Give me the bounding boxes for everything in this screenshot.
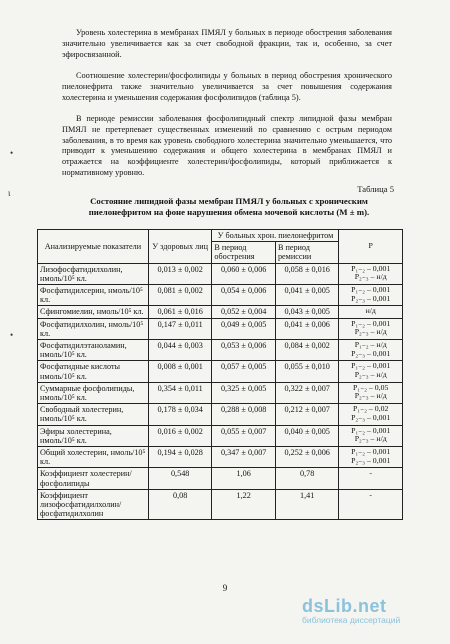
table-row (38, 425, 403, 446)
paragraph-2: Соотношение холестерин/фосфолипиды у больных в период обострения хронического пиелонефрита также значительно увеличивается за счет повышения содержания холестерина и уменьшения содержания фосфолипидов (таблица 5). (62, 71, 392, 102)
row-p-values (339, 340, 403, 361)
p-value-2-3: Р₂₋₃ – н/д (354, 327, 387, 337)
table-row (38, 361, 403, 382)
p-value-1-2: Р₁₋₂ – н/д (354, 340, 387, 350)
row-p-values (339, 447, 403, 468)
margin-mark: • (10, 330, 14, 340)
p-value-1-2: - (369, 489, 373, 499)
lipid-table (37, 229, 403, 520)
row-indicator: Коэффициент холестерин/фосфолипиды (38, 468, 149, 489)
row-healthy: 0,08 (148, 489, 212, 520)
table-row (38, 340, 403, 361)
p-value-2-3: Р₂₋₃ – н/д (354, 370, 387, 380)
p-value-1-2: - (369, 468, 373, 478)
p-value-2-3: Р₂₋₃ – 0,001 (351, 348, 391, 358)
row-healthy: 0,081 ± 0,002 (148, 285, 212, 306)
row-indicator: Эфиры холестерина, нмоль/10⁵ кл. (38, 425, 149, 446)
watermark-logo: dsLib.net (302, 596, 387, 616)
row-indicator: Фосфатидилэтаноламин, нмоль/10⁵ кл. (38, 340, 149, 361)
row-p-values (339, 404, 403, 425)
row-p-values (339, 285, 403, 306)
row-indicator: Сфингомиелин, нмоль/10⁵ кл. (38, 306, 149, 318)
row-healthy: 0,013 ± 0,002 (148, 263, 212, 284)
p-value-1-2: Р₁₋₂ – 0,001 (351, 285, 391, 295)
row-remission: 0,322 ± 0,007 (275, 382, 339, 403)
row-remission: 0,041 ± 0,006 (275, 318, 339, 339)
row-p-values (339, 382, 403, 403)
row-p-values (339, 489, 403, 520)
margin-mark: • (10, 148, 14, 158)
table-row (38, 263, 403, 284)
row-indicator: Общий холестерин, нмоль/10⁵ кл. (38, 447, 149, 468)
watermark-subtitle: библиотека диссертаций (302, 615, 401, 625)
row-p-values (339, 306, 403, 318)
row-exacerbation: 0,049 ± 0,005 (212, 318, 276, 339)
table-row (38, 285, 403, 306)
row-remission: 0,043 ± 0,005 (275, 306, 339, 318)
row-remission: 0,058 ± 0,016 (275, 263, 339, 284)
p-value-1-2: Р₁₋₂ – 0,001 (351, 318, 391, 328)
row-healthy: 0,548 (148, 468, 212, 489)
row-indicator: Фосфатидные кислоты нмоль/10⁵ кл. (38, 361, 149, 382)
row-healthy: 0,354 ± 0,011 (148, 382, 212, 403)
p-value-2-3: Р₂₋₃ – н/д (354, 391, 387, 401)
row-exacerbation: 1,22 (212, 489, 276, 520)
p-value-1-2: Р₁₋₂ – 0,05 (353, 382, 389, 392)
p-value-1-2: Р₁₋₂ – 0,001 (351, 425, 391, 435)
table-row (38, 382, 403, 403)
row-exacerbation: 0,053 ± 0,006 (212, 340, 276, 361)
row-healthy: 0,061 ± 0,016 (148, 306, 212, 318)
row-exacerbation: 0,055 ± 0,007 (212, 425, 276, 446)
p-value-2-3: н/д (365, 306, 376, 316)
table-row (38, 468, 403, 489)
table-row (38, 306, 403, 318)
row-remission: 0,041 ± 0,005 (275, 285, 339, 306)
row-indicator: Лизофосфатидилхолин, нмоль/10⁵ кл. (38, 263, 149, 284)
row-healthy: 0,147 ± 0,011 (148, 318, 212, 339)
row-exacerbation: 0,347 ± 0,007 (212, 447, 276, 468)
header-exacerbation: В период обострения (212, 242, 276, 263)
p-value-2-3: Р₂₋₃ – н/д (354, 272, 387, 282)
row-p-values (339, 425, 403, 446)
row-remission: 0,252 ± 0,006 (275, 447, 339, 468)
watermark (302, 596, 400, 625)
p-value-2-3: Р₂₋₃ – н/д (354, 434, 387, 444)
table-caption: Таблица 5 (357, 184, 394, 194)
header-indicator: Анализируемые показатели (38, 230, 149, 264)
row-remission: 0,78 (275, 468, 339, 489)
row-healthy: 0,178 ± 0,034 (148, 404, 212, 425)
p-value-1-2: Р₁₋₂ – 0,001 (351, 361, 391, 371)
row-remission: 0,084 ± 0,002 (275, 340, 339, 361)
page-number: 9 (222, 583, 228, 593)
header-patients: У больных хрон. пиелонефритом (212, 230, 339, 242)
p-value-2-3: Р₂₋₃ – 0,001 (351, 412, 391, 422)
row-exacerbation: 0,052 ± 0,004 (212, 306, 276, 318)
row-indicator: Коэффициент лизофосфатидилхолин/ фосфатидилхолин (38, 489, 149, 520)
row-p-values (339, 361, 403, 382)
p-value-1-2: Р₁₋₂ – 0,001 (351, 263, 391, 273)
row-exacerbation: 0,060 ± 0,006 (212, 263, 276, 284)
paragraph-1: Уровень холестерина в мембранах ПМЯЛ у больных в периоде обострения заболевания значительно увеличивается как за счет свободной фракции, так и, особенно, за счет эфиросвязанной. (62, 28, 392, 59)
p-value-2-3: Р₂₋₃ – 0,001 (351, 293, 391, 303)
paragraph-3: В периоде ремиссии заболевания фосфолипидный спектр липидной фазы мембран ПМЯЛ не претерпевает существенных изменений по сравнению с острым периодом заболевания, в то время как уровень свободного холестерина значительно уменьшается, что приводит к уменьшению содержания и общего холестерина в мембранах ПМЯЛ и отражается на коэффициенте холестерин/фосфолипиды, который приближается к нормативному уровню. (62, 114, 392, 177)
row-exacerbation: 0,325 ± 0,005 (212, 382, 276, 403)
margin-mark: ι (8, 188, 11, 198)
row-indicator: Фосфатидилхолин, нмоль/10⁵ кл. (38, 318, 149, 339)
table-title: Состояние липидной фазы мембран ПМЯЛ у больных с хроническим пиелонефритом на фоне нарушения обмена мочевой кислоты (М ± m). (88, 196, 370, 217)
row-indicator: Суммарные фосфолипиды, нмоль/10⁵ кл. (38, 382, 149, 403)
row-p-values (339, 468, 403, 489)
p-value-1-2: Р₁₋₂ – 0,02 (353, 404, 389, 414)
row-healthy: 0,044 ± 0,003 (148, 340, 212, 361)
row-healthy: 0,008 ± 0,001 (148, 361, 212, 382)
row-healthy: 0,194 ± 0,028 (148, 447, 212, 468)
header-p: Р (339, 230, 403, 264)
row-p-values (339, 263, 403, 284)
table-row (38, 318, 403, 339)
row-remission: 1,41 (275, 489, 339, 520)
header-remission: В период ремиссии (275, 242, 339, 263)
row-remission: 0,212 ± 0,007 (275, 404, 339, 425)
row-remission: 0,055 ± 0,010 (275, 361, 339, 382)
row-remission: 0,040 ± 0,005 (275, 425, 339, 446)
table-row (38, 489, 403, 520)
p-value-1-2: Р₁₋₂ – 0,001 (351, 447, 391, 457)
p-value-2-3: Р₂₋₃ – 0,001 (351, 455, 391, 465)
row-exacerbation: 0,288 ± 0,008 (212, 404, 276, 425)
header-healthy: У здоровых лиц (148, 230, 212, 264)
row-healthy: 0,016 ± 0,002 (148, 425, 212, 446)
row-indicator: Свободный холестерин, нмоль/10⁵ кл. (38, 404, 149, 425)
row-exacerbation: 0,057 ± 0,005 (212, 361, 276, 382)
row-p-values (339, 318, 403, 339)
row-exacerbation: 1,06 (212, 468, 276, 489)
row-indicator: Фосфатидилсерин, нмоль/10⁵ кл. (38, 285, 149, 306)
table-row (38, 447, 403, 468)
table-row (38, 404, 403, 425)
row-exacerbation: 0,054 ± 0,006 (212, 285, 276, 306)
